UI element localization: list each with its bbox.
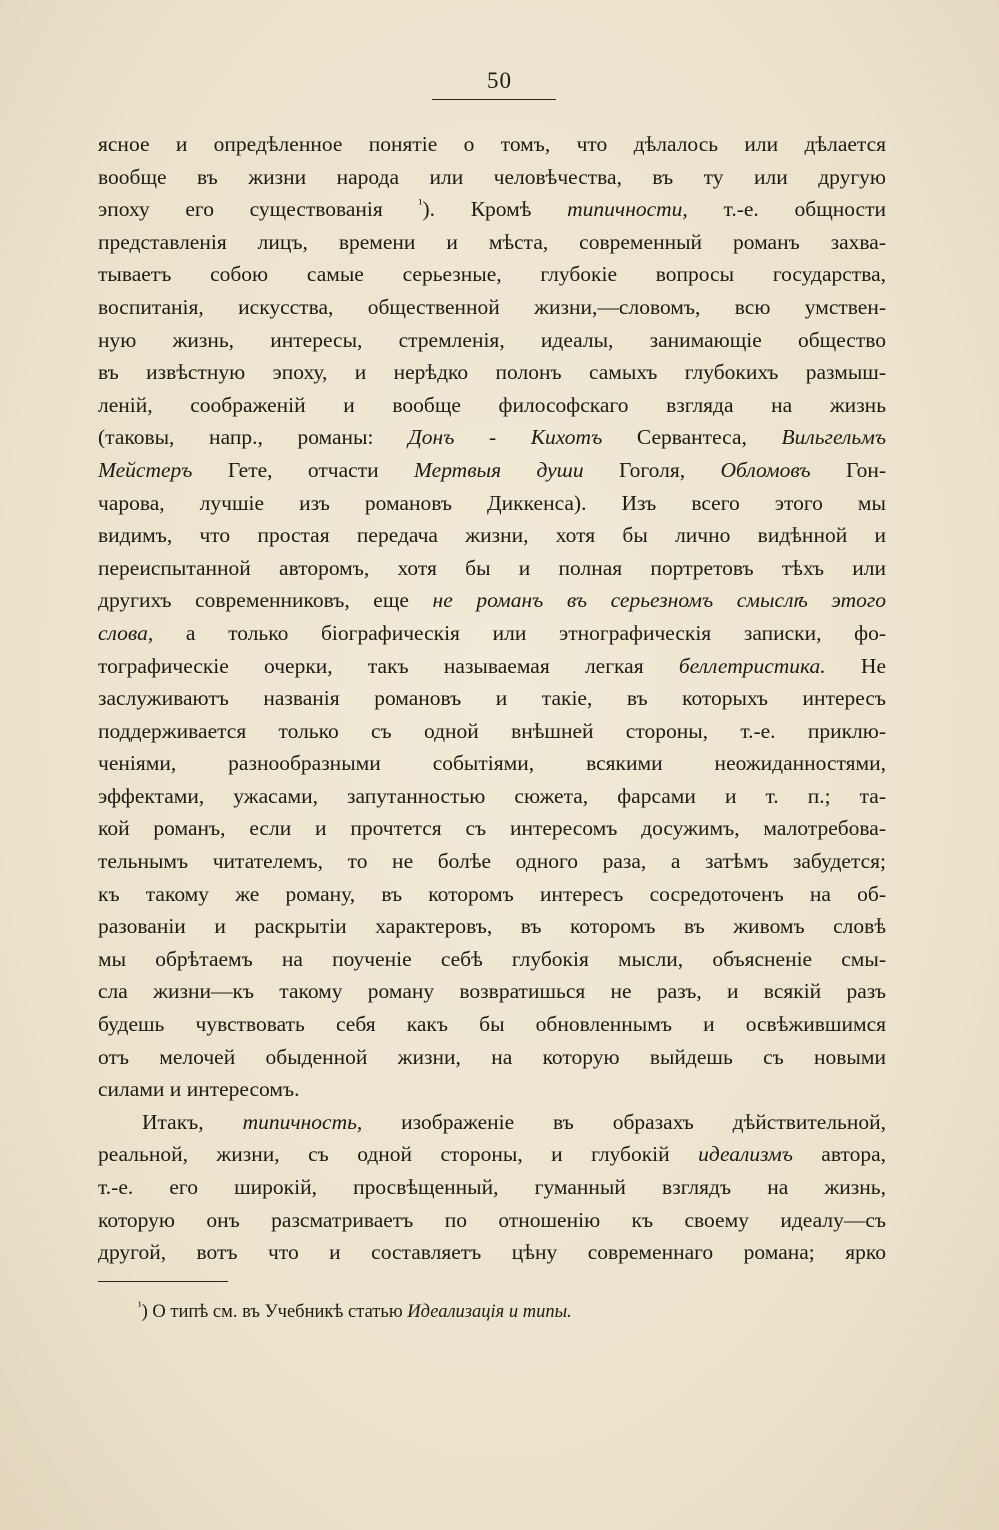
text-line: чарова, лучшіе изъ романовъ Диккенса). Изъ всего этого мы (98, 490, 886, 515)
text-line: мы обрѣтаемъ на поученіе себѣ глубокія мысли, объясненіе смы- (98, 946, 886, 971)
text-line: ясное и опредѣленное понятіе о томъ, что дѣлалось или дѣлается (98, 132, 886, 156)
footnote (138, 1299, 572, 1323)
text-line: вообще въ жизни народа или человѣчества, въ ту или другую (98, 164, 886, 189)
text-line: тельнымъ читателемъ, то не болѣе одного раза, а затѣмъ забудется; (98, 849, 886, 874)
text-line: воспитанія, искусства, общественной жизни,—словомъ, всю умствен- (98, 294, 886, 319)
text-line: представленія лицъ, времени и мѣста, современный романъ захва- (98, 229, 886, 254)
text-line: въ извѣстную эпоху, и нерѣдко полонъ самыхъ глубокихъ размыш- (98, 360, 886, 385)
header-rule (432, 99, 556, 100)
text-line: слова, а только біографическія или этнографическія записки, фо- (98, 620, 886, 645)
text-line: разованіи и раскрытіи характеровъ, въ которомъ въ живомъ словѣ (98, 914, 886, 939)
text-line: отъ мелочей обыденной жизни, на которую выйдешь съ новыми (98, 1044, 886, 1069)
text-line: ченіями, разнообразными событіями, всякими неожиданностями, (98, 751, 886, 776)
footnote-italic: Идеализація и типы. (407, 1302, 572, 1322)
text-line: будешь чувствовать себя какъ бы обновленнымъ и освѣжившимся (98, 1012, 886, 1037)
text-line: сла жизни—къ такому роману возвратишься не разъ, и всякій разъ (98, 979, 886, 1004)
text-line: ную жизнь, интересы, стремленія, идеалы, занимающіе общество (98, 327, 886, 352)
text-line: другихъ современниковъ, еще не романъ въ серьезномъ смыслѣ этого (98, 588, 886, 613)
text-line: кой романъ, если и прочтется съ интересомъ досужимъ, малотребова- (98, 816, 886, 841)
text-line: леній, соображеній и вообще философскаго взгляда на жизнь (98, 392, 886, 417)
text-line: которую онъ разсматриваетъ по отношенію къ своему идеалу—съ (98, 1207, 886, 1232)
text-line: видимъ, что простая передача жизни, хотя бы лично видѣнной и (98, 523, 886, 548)
text-line: тываетъ собою самые серьезные, глубокіе вопросы государства, (98, 262, 886, 287)
text-line: поддерживается только съ одной внѣшней стороны, т.-е. приклю- (98, 718, 886, 743)
text-line: Итакъ, типичность, изображеніе въ образахъ дѣйствительной, (142, 1109, 886, 1134)
text-line: эпоху его существованія $^{^1}$). Кромѣ типичности, т.-е. общности (98, 196, 886, 222)
text-line: реальной, жизни, съ одной стороны, и глубокій идеализмъ автора, (98, 1142, 886, 1167)
text-line: тографическіе очерки, такъ называемая легкая беллетристика. Не (98, 653, 886, 678)
text-line: Мейстеръ Гете, отчасти Мертвыя души Гоголя, Обломовъ Гон- (98, 457, 886, 482)
footnote-marker: ¹ (138, 1299, 142, 1313)
text-line: т.-е. его широкій, просвѣщенный, гуманный взглядъ на жизнь, (98, 1175, 886, 1199)
footnote-rule (98, 1281, 228, 1282)
text-line: къ такому же роману, въ которомъ интересъ сосредоточенъ на об- (98, 881, 886, 906)
page-number: 50 (487, 68, 512, 93)
text-line: (таковы, напр., романы: Донъ - Кихотъ Сервантеса, Вильгельмъ (98, 425, 886, 450)
text-line: другой, вотъ что и составляетъ цѣну современнаго романа; ярко (98, 1240, 886, 1265)
text-line: переиспытанной авторомъ, хотя бы и полная портретовъ тѣхъ или (98, 555, 886, 580)
body-text (98, 128, 886, 1269)
footnote-text: ) О типѣ см. въ Учебникѣ статью (141, 1302, 408, 1322)
text-line: заслуживаютъ названія романовъ и такіе, въ которыхъ интересъ (98, 686, 886, 711)
text-line: эффектами, ужасами, запутанностью сюжета, фарсами и т. п.; та- (98, 783, 886, 808)
footnote-ref: ¹ (418, 196, 423, 212)
text-line: силами и интересомъ. (98, 1077, 300, 1102)
